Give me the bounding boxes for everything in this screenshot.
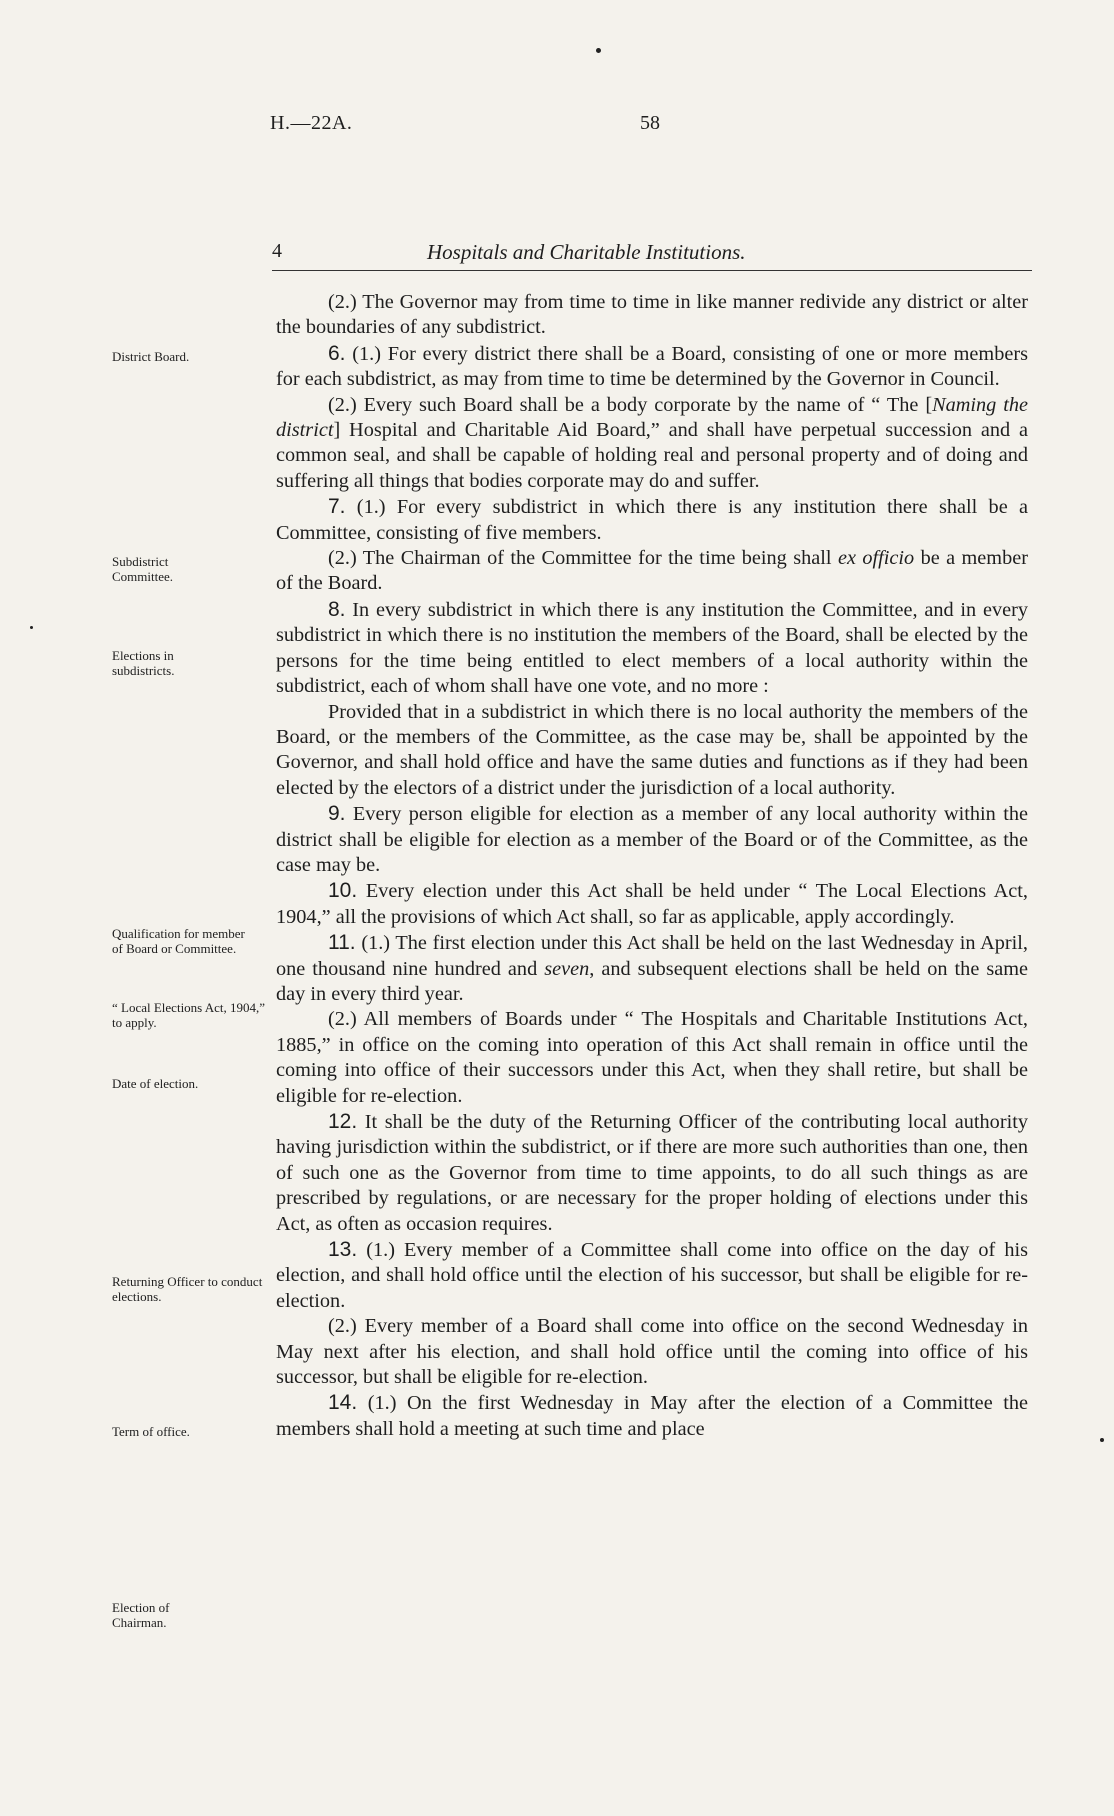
- marginal-note: Term of office.: [112, 1424, 190, 1439]
- section-number: 14.: [328, 1391, 358, 1415]
- section-14: [276, 1390, 1028, 1442]
- section-text: It shall be the duty of the Returning Officer of the contributing local authority having jurisdiction within the subdistrict, or if there are more such authorities than one, then of such one as the Governor from time to time appoints, to do all such things as are prescribed by regulations, or are necessary for the proper holding of elections under this Act, as often as occasion requires.: [276, 1111, 1028, 1235]
- marginal-note: Subdistrict Committee.: [112, 554, 174, 584]
- section-number: 10.: [328, 879, 358, 903]
- italic-run: ex officio: [837, 547, 915, 570]
- paragraph: (2.) Every member of a Board shall come into office on the second Wednesday in May next after his election, and shall hold office until the coming into office of his successor, but shall be eligible for re-election.: [276, 1315, 1028, 1389]
- ink-speck: [1100, 1438, 1104, 1442]
- italic-run: seven: [544, 957, 590, 980]
- marginal-note: Qualification for member of Board or Committee.: [112, 926, 245, 956]
- marginal-note: Elections in subdistricts.: [112, 648, 175, 678]
- paragraph: [276, 546, 1028, 597]
- section-text: In every subdistrict in which there is any institution the Committee, and in every subdistrict in which there is no institution the members of the Board, shall be elected by the persons for the time being entitled to elect members of a local authority within the subdistrict, each of whom shall have one vote, and no more :: [276, 598, 1028, 698]
- section-text: (1.) On the first Wednesday in May after the election of a Committee the members shall hold a meeting at such time and place: [276, 1392, 1028, 1440]
- text-run: , and subsequent elections shall be held on the same day in every third year.: [276, 957, 1028, 1005]
- section-12: [276, 1109, 1028, 1237]
- bill-title: Hospitals and Charitable Institutions.: [427, 240, 746, 264]
- text-run: ] Hospital and Charitable Aid Board,” and shall have perpetual succession and a common seal, and shall be capable of holding real and personal property and of doing and suffering all things that bodies corporate may do and suffer.: [276, 419, 1028, 492]
- ink-speck: [596, 48, 601, 53]
- section-11: [276, 930, 1028, 1007]
- text-run: (2.) Every such Board shall be a body corporate by the name of “ The [: [328, 393, 933, 416]
- section-number: 8.: [328, 597, 346, 621]
- section-9: [276, 801, 1028, 878]
- section-6: [276, 341, 1028, 393]
- text-run: (2.) The Chairman of the Committee for the time being shall: [328, 547, 838, 570]
- marginal-note: District Board.: [112, 349, 190, 364]
- text-run: (1.) The first election under this Act shall be held on the last Wednesday in April, one thousand nine hundred and: [276, 932, 1028, 980]
- body-text: [276, 290, 1028, 1442]
- section-number: 12.: [328, 1110, 358, 1133]
- section-number: 9.: [328, 802, 346, 826]
- section-number: 13.: [328, 1238, 358, 1262]
- marginal-note: “ Local Elections Act, 1904,” to apply.: [112, 1000, 266, 1030]
- text-run: be a member of the Board.: [276, 547, 1028, 595]
- section-number: 6.: [328, 341, 346, 365]
- page-number: 58: [640, 112, 660, 134]
- section-7: [276, 494, 1028, 546]
- running-head: [272, 240, 1032, 271]
- section-text: (1.) For every subdistrict in which there is any institution there shall be a Committee, consisting of five members.: [276, 496, 1028, 544]
- section-text: Every election under this Act shall be held under “ The Local Elections Act, 1904,” all the provisions of which Act shall, so far as applicable, apply accordingly.: [276, 880, 1028, 928]
- paragraph: (2.) The Governor may from time to time in like manner redivide any district or alter the boundaries of any subdistrict.: [276, 291, 1028, 339]
- marginal-note: Election of Chairman.: [112, 1600, 170, 1630]
- proviso: Provided that in a subdistrict in which there is no local authority the members of the Board, or the members of the Committee, as the case may be, shall be appointed by the Governor, and shall hold office and have the same duties and functions as if they had been elected by the electors of a district under the jurisdiction of a local authority.: [276, 700, 1028, 799]
- section-number: 7.: [328, 495, 346, 519]
- marginal-note: Date of election.: [112, 1076, 199, 1091]
- section-8: [276, 597, 1028, 700]
- bill-page-number: 4: [272, 240, 282, 262]
- italic-run: Naming the district: [276, 393, 1029, 442]
- marginal-note: Returning Officer to conduct elections.: [112, 1274, 263, 1304]
- section-text: (1.) For every district there shall be a Board, consisting of one or more members for each subdistrict, as may from time to time be determined by the Governor in Council.: [276, 342, 1028, 391]
- document-reference: H.—22A.: [270, 112, 353, 134]
- section-13: [276, 1237, 1028, 1314]
- paragraph: (2.) All members of Boards under “ The Hospitals and Charitable Institutions Act, 1885,” in office on the coming into operation of this Act shall remain in office until the coming into office of their successors under this Act, when they shall retire, but shall be eligible for re-election.: [276, 1008, 1028, 1107]
- section-text: Every person eligible for election as a member of any local authority within the district shall be eligible for election as a member of the Board or of the Committee, as the case may be.: [276, 803, 1028, 876]
- section-number: 11.: [328, 931, 356, 955]
- ink-speck: [30, 626, 33, 629]
- section-10: [276, 878, 1028, 930]
- section-text: (1.) Every member of a Committee shall come into office on the day of his election, and shall hold office until the election of his successor, but shall be eligible for re-election.: [276, 1239, 1028, 1312]
- paragraph: [276, 393, 1028, 495]
